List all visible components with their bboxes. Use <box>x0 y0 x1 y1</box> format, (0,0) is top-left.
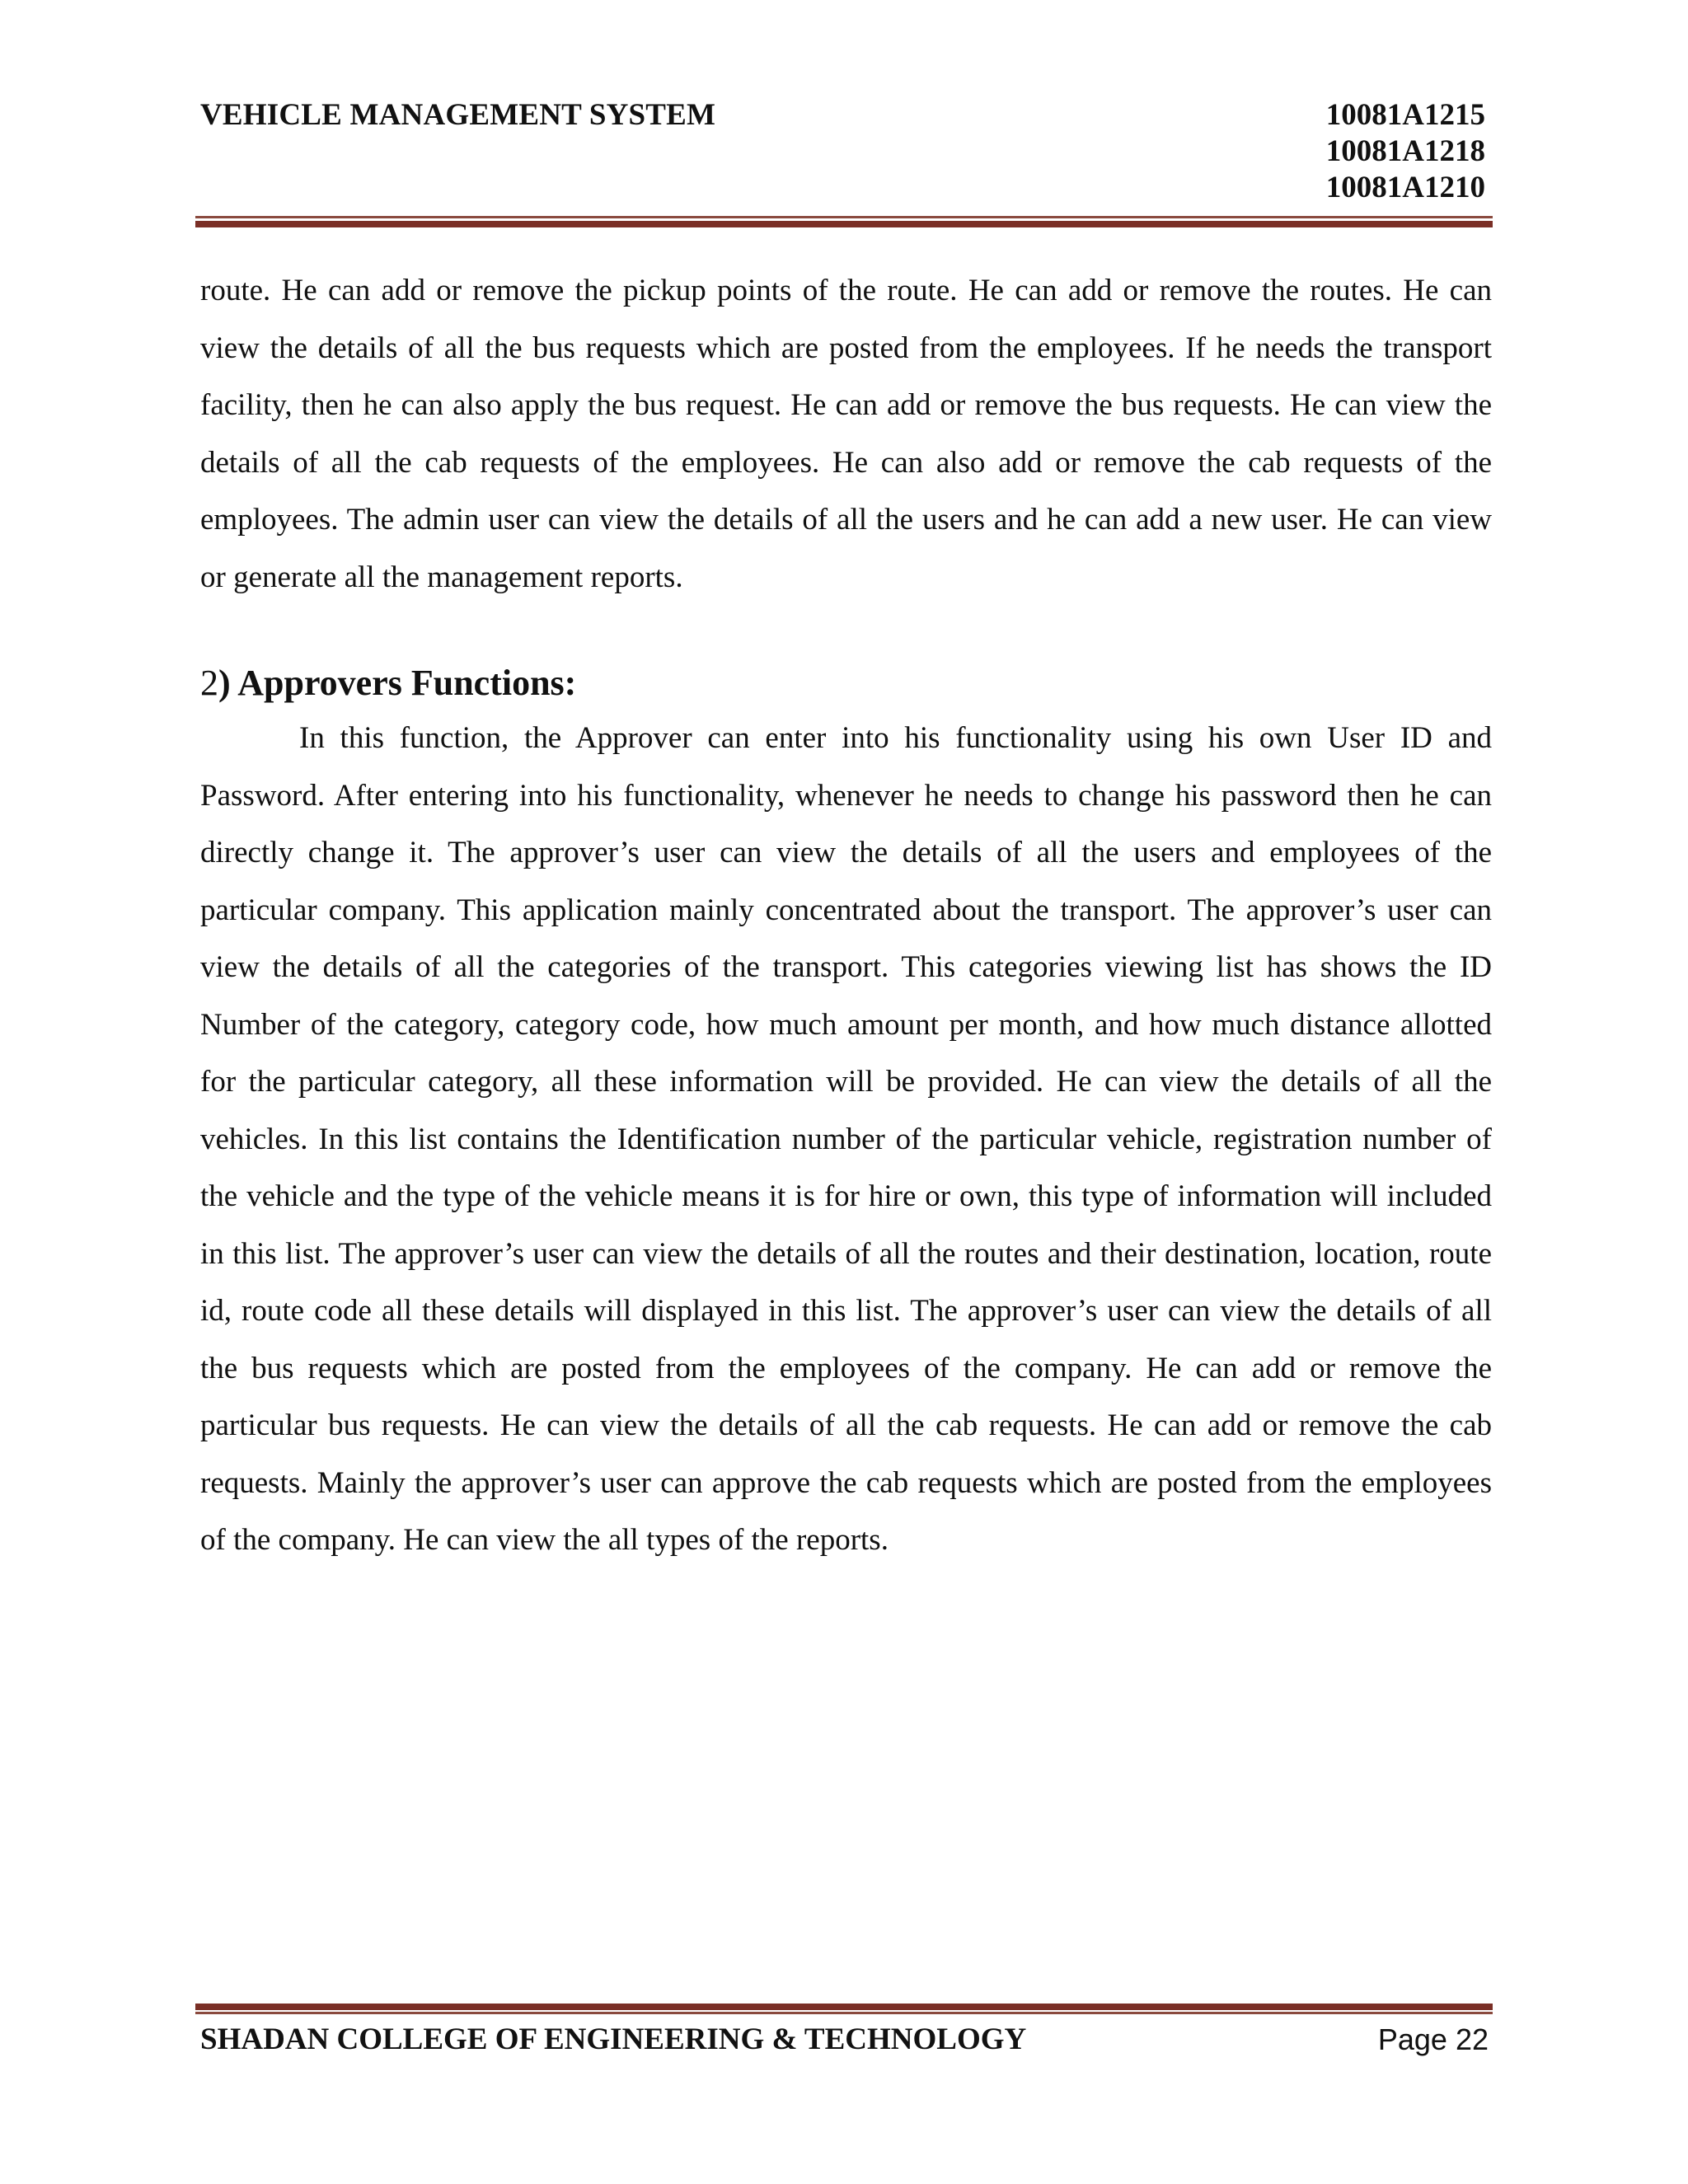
page-number: Page 22 <box>1377 2022 1489 2056</box>
body-paragraph: In this function, the Approver can enter into his functionality using his own User ID and Password. After entering into his functionality, whenever he needs to change his password then he can directly change it. The approver’s user can view the details of all the users and employees of the particular company. This application mainly concentrated about the transport. The approver’s user can view the details of all the categories of the transport. This categories viewing list has shows the ID Number of the category, category code, how much amount per month, and how much distance allotted for the particular category, all these information will be provided. He can view the details of all the vehicles. In this list contains the Identification number of the particular vehicle, registration number of the vehicle and the type of the vehicle means it is for hire or own, this type of information will included in this list. The approver’s user can view the details of all the routes and their destination, location, route id, route code all these details will displayed in this list. The approver’s user can view the details of all the bus requests which are posted from the employees of the company. He can add or remove the particular bus requests. He can view the details of all the cab requests. He can add or remove the cab requests. Mainly the approver’s user can approve the cab requests which are posted from the employees of the company. He can view the all types of the reports. <box>200 721 1492 1557</box>
footer-institution: SHADAN COLLEGE OF ENGINEERING & TECHNOLOGY <box>200 2022 1027 2056</box>
header-id: 10081A1218 <box>1325 134 1485 168</box>
page-header <box>200 97 1492 213</box>
header-title: VEHICLE MANAGEMENT SYSTEM <box>200 98 716 132</box>
body-paragraph: route. He can add or remove the pickup points of the route. He can add or remove the routes. He can view the details of all the bus requests which are posted from the employees. If he needs the transport facility, then he can also apply the bus request. He can add or remove the bus requests. He can view the details of all the cab requests of the employees. He can also add or remove the cab requests of the employees. The admin user can view the details of all the users and he can add a new user. He can view or generate all the management reports. <box>200 274 1492 594</box>
section-title: ) Approvers Functions: <box>218 663 577 703</box>
header-id: 10081A1210 <box>1325 171 1485 204</box>
header-id: 10081A1215 <box>1325 98 1485 132</box>
header-divider-thick <box>195 221 1493 227</box>
section-number: 2 <box>200 663 218 703</box>
footer-divider-thick <box>195 2004 1493 2010</box>
page-body <box>200 262 1492 1569</box>
header-divider-thin <box>195 216 1493 218</box>
footer-divider-thin <box>195 2012 1493 2014</box>
header-id-list <box>1326 97 1485 206</box>
section-heading <box>200 660 1492 706</box>
